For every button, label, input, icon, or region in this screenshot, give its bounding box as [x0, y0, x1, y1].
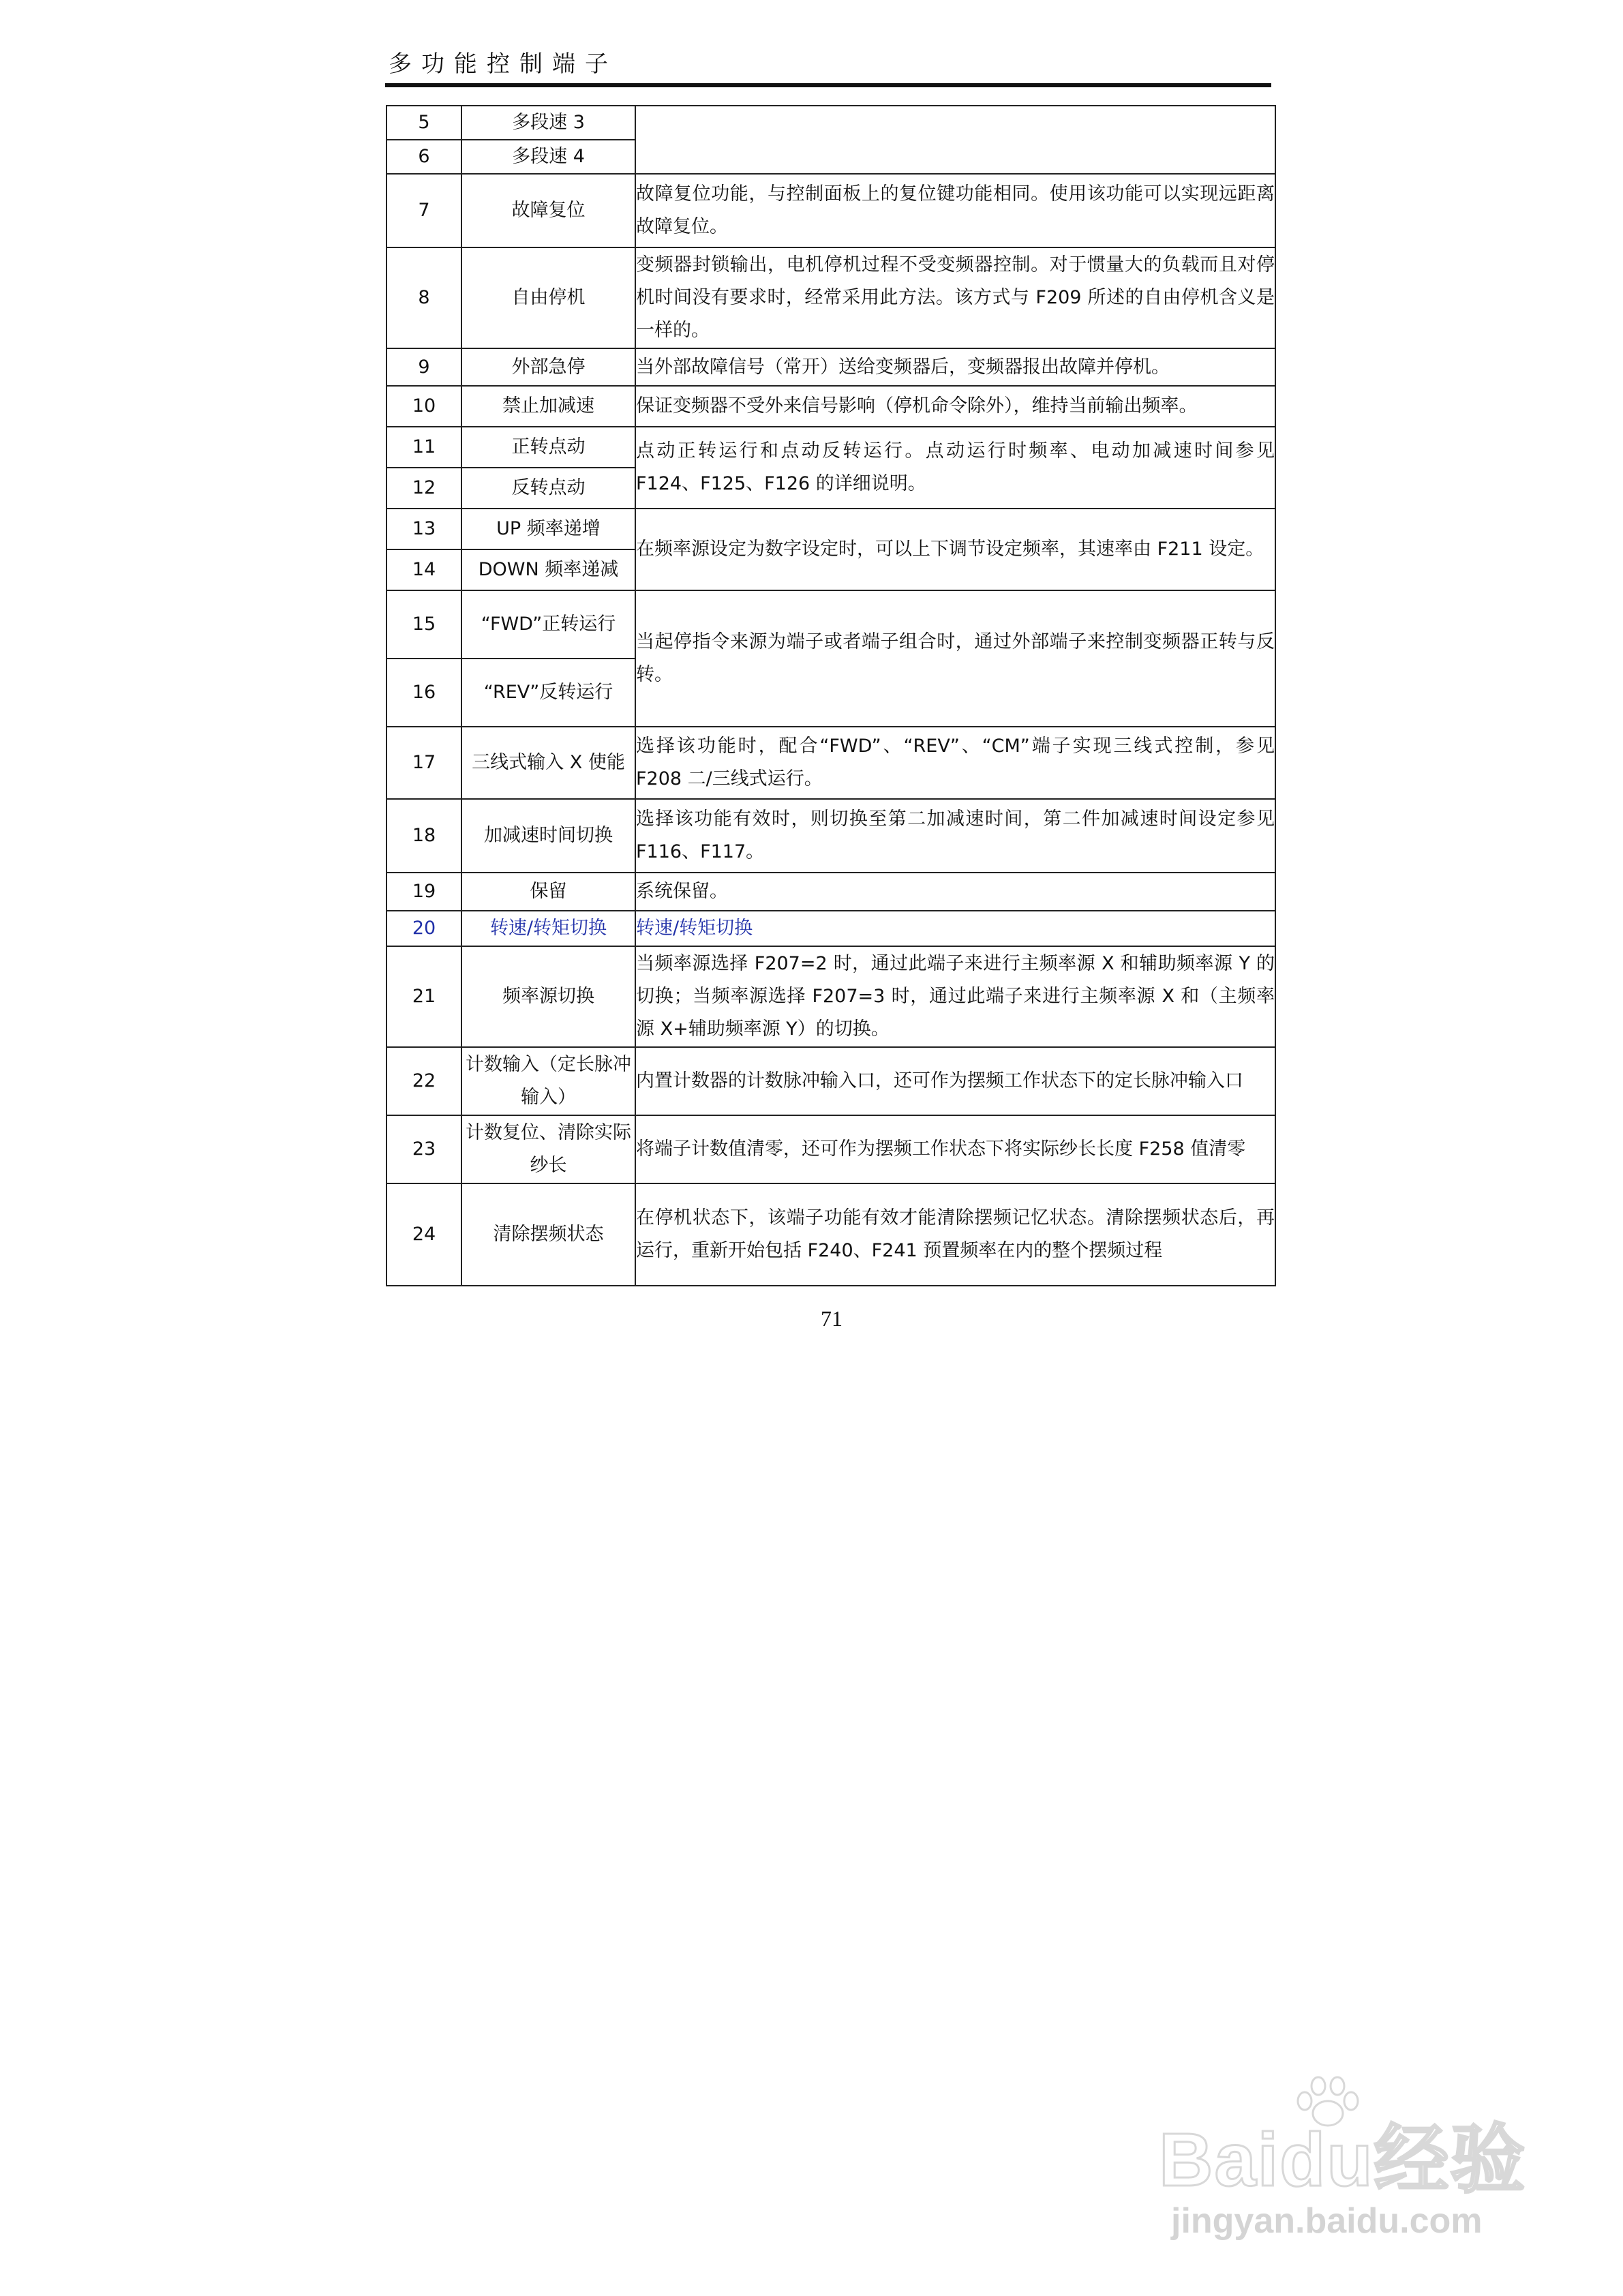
function-description: 选择该功能有效时，则切换至第二加减速时间，第二件加减速时间设定参见 F116、F117。 [635, 799, 1275, 873]
page-header-title: 多功能控制端子 [389, 50, 618, 78]
row-number: 17 [386, 727, 461, 799]
header-divider [385, 83, 1271, 87]
function-name: 转速/转矩切换 [461, 911, 635, 946]
row-number: 8 [386, 247, 461, 348]
row-number: 19 [386, 873, 461, 911]
row-number: 23 [386, 1115, 461, 1183]
function-description: 当起停指令来源为端子或者端子组合时，通过外部端子来控制变频器正转与反转。 [635, 590, 1275, 727]
function-name: 多段速 3 [461, 106, 635, 140]
row-number: 15 [386, 590, 461, 659]
baidu-jingyan-watermark [1159, 2100, 1541, 2250]
function-name: 加减速时间切换 [461, 799, 635, 873]
function-description: 系统保留。 [635, 873, 1275, 911]
function-name: 清除摆频状态 [461, 1183, 635, 1286]
function-description: 在频率源设定为数字设定时，可以上下调节设定频率，其速率由 F211 设定。 [635, 509, 1275, 590]
row-number: 6 [386, 140, 461, 174]
row-number: 22 [386, 1047, 461, 1115]
function-name: DOWN 频率递减 [461, 549, 635, 590]
function-name: 频率源切换 [461, 946, 635, 1047]
row-number: 11 [386, 427, 461, 468]
function-description: 将端子计数值清零，还可作为摆频工作状态下将实际纱长长度 F258 值清零 [635, 1115, 1275, 1183]
watermark-logo-text: Baidu经验 [1159, 2118, 1527, 2202]
row-number: 16 [386, 659, 461, 727]
function-description: 当外部故障信号（常开）送给变频器后，变频器报出故障并停机。 [635, 348, 1275, 386]
function-name: 计数输入（定长脉冲输入） [461, 1047, 635, 1115]
function-description: 选择该功能时，配合“FWD”、“REV”、“CM”端子实现三线式控制，参见 F208 二/三线式运行。 [635, 727, 1275, 799]
function-description: 当频率源选择 F207=2 时，通过此端子来进行主频率源 X 和辅助频率源 Y 的切换；当频率源选择 F207=3 时，通过此端子来进行主频率源 X 和（主频率源 X+辅助频率源 Y）的切换。 [635, 946, 1275, 1047]
function-name: “FWD”正转运行 [461, 590, 635, 659]
function-description: 保证变频器不受外来信号影响（停机命令除外），维持当前输出频率。 [635, 386, 1275, 427]
row-number: 5 [386, 106, 461, 140]
function-name: 计数复位、清除实际纱长 [461, 1115, 635, 1183]
row-number: 7 [386, 174, 461, 247]
terminal-function-table [386, 105, 1276, 1286]
function-description: 故障复位功能，与控制面板上的复位键功能相同。使用该功能可以实现远距离故障复位。 [635, 174, 1275, 247]
row-number: 21 [386, 946, 461, 1047]
function-name: 故障复位 [461, 174, 635, 247]
function-name: UP 频率递增 [461, 509, 635, 549]
row-number: 13 [386, 509, 461, 549]
function-description: 点动正转运行和点动反转运行。点动运行时频率、电动加减速时间参见 F124、F125、F126 的详细说明。 [635, 427, 1275, 509]
row-number: 12 [386, 468, 461, 509]
function-name: 禁止加减速 [461, 386, 635, 427]
function-description: 转速/转矩切换 [635, 911, 1275, 946]
page-number: 71 [821, 1306, 843, 1331]
function-name: 三线式输入 X 使能 [461, 727, 635, 799]
function-description: 内置计数器的计数脉冲输入口，还可作为摆频工作状态下的定长脉冲输入口 [635, 1047, 1275, 1115]
function-name: 保留 [461, 873, 635, 911]
function-name: “REV”反转运行 [461, 659, 635, 727]
row-number: 20 [386, 911, 461, 946]
row-number: 18 [386, 799, 461, 873]
function-name: 自由停机 [461, 247, 635, 348]
function-description: 变频器封锁输出，电机停机过程不受变频器控制。对于惯量大的负载而且对停机时间没有要求时，经常采用此方法。该方式与 F209 所述的自由停机含义是一样的。 [635, 247, 1275, 348]
watermark-site-text: jingyan.baidu.com [1171, 2201, 1483, 2241]
function-name: 多段速 4 [461, 140, 635, 174]
function-description: 在停机状态下，该端子功能有效才能清除摆频记忆状态。清除摆频状态后，再运行，重新开始包括 F240、F241 预置频率在内的整个摆频过程 [635, 1183, 1275, 1286]
function-description [635, 106, 1275, 174]
function-name: 反转点动 [461, 468, 635, 509]
row-number: 10 [386, 386, 461, 427]
row-number: 24 [386, 1183, 461, 1286]
row-number: 14 [386, 549, 461, 590]
function-name: 外部急停 [461, 348, 635, 386]
function-name: 正转点动 [461, 427, 635, 468]
row-number: 9 [386, 348, 461, 386]
